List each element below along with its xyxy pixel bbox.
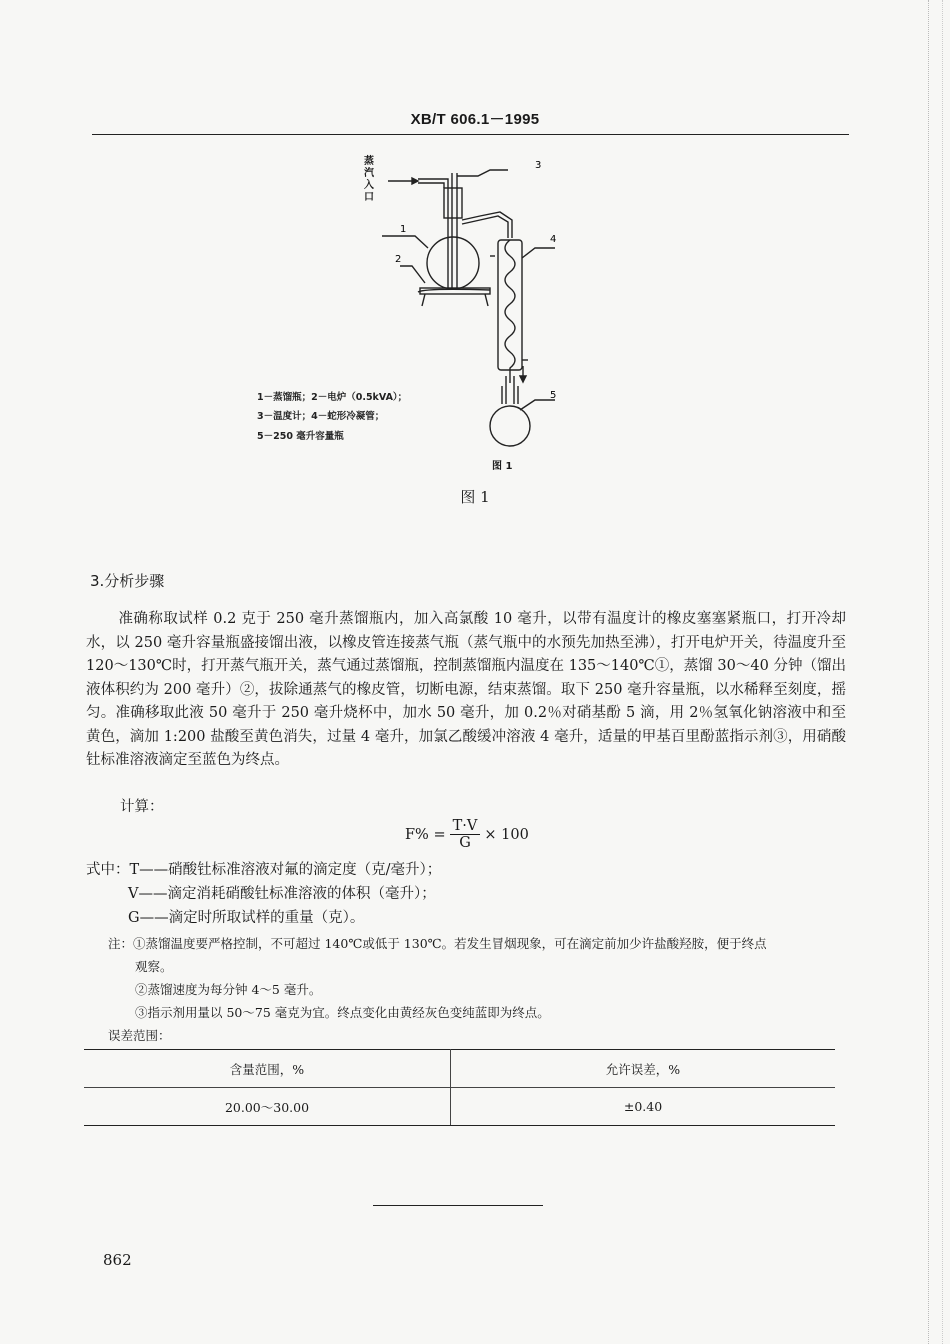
formula [405,818,529,851]
formula-numerator: T·V [450,818,481,835]
figure-label-5: 5 [550,390,557,401]
steam-inlet-label: 蒸汽入口 [364,156,374,203]
scan-edge [942,0,944,1344]
figure-legend-line: 3－温度计；4－蛇形冷凝管； [257,411,385,422]
figure-label-4: 4 [550,234,557,245]
figure-label-1: 1 [400,224,407,235]
standard-code-header: XB/T 606.1－1995 [410,111,540,128]
note-line: 注：①蒸馏温度要严格控制，不可超过 140℃或低于 130℃。若发生冒烟现象，可在滴定前加少许盐酸羟胺，便于终点 [108,936,767,951]
page-number: 862 [103,1251,132,1269]
formula-rhs: × 100 [484,826,529,843]
table-row [84,1088,835,1126]
table-header-row [84,1050,835,1088]
note-line: 观察。 [135,959,173,974]
section-title: 3.分析步骤 [90,572,165,590]
figure-inner-caption: 图 1 [492,461,513,472]
figure-legend-line: 1－蒸馏瓶；2－电炉（0.5kVA）； [257,392,408,403]
table-cell: ±0.40 [451,1088,836,1126]
formula-fraction [450,818,481,851]
figure-legend-line: 5－250 毫升容量瓶 [257,431,344,442]
scan-edge [928,0,930,1344]
formula-lhs: F% = [405,826,446,843]
variable-definition: V——滴定消耗硝酸钍标准溶液的体积（毫升）； [128,886,436,902]
calc-label: 计算： [120,799,164,815]
figure-caption: 图 1 [460,488,490,506]
procedure-text: 准确称取试样 0.2 克于 250 毫升蒸馏瓶内，加入高氯酸 10 毫升，以带有温度计的橡皮塞塞紧瓶口，打开冷却水，以 250 毫升容量瓶盛接馏出液，以橡皮管连接蒸气瓶（蒸气瓶中的水预先加热至沸），打开电炉开关，待温度升至 120～130℃时，打开蒸气瓶开关，蒸气通过蒸馏瓶，控制蒸馏瓶内温度在 135～140℃①，蒸馏 30～40 分钟（馏出液体积约为 200 毫升）②，拔除通蒸气的橡皮管，切断电源，结束蒸馏。取下 250 毫升容量瓶，以水稀释至刻度，摇匀。准确移取此液 50 毫升于 250 毫升烧杯中，加水 50 毫升，加 0.2％对硝基酚 5 滴，用 2％氢氧化钠溶液中和至黄色，滴加 1:200 盐酸至黄色消失，过量 4 毫升，加氯乙酸缓冲溶液 4 毫升，适量的甲基百里酚蓝指示剂③，用硝酸钍标准溶液滴定至蓝色为终点。 [86,611,846,768]
header-rule [92,134,849,135]
figure-label-2: 2 [395,254,402,265]
variable-definition: G——滴定时所取试样的重量（克）。 [128,910,365,926]
error-range-label: 误差范围： [108,1028,171,1043]
procedure-paragraph [86,608,846,773]
variable-definition: 式中：T——硝酸钍标准溶液对氟的滴定度（克/毫升）； [86,862,442,878]
table-cell: 20.00～30.00 [84,1088,451,1126]
table-header-cell: 含量范围，% [84,1050,451,1088]
table-header-cell: 允许误差，% [451,1050,836,1088]
figure-label-3: 3 [535,160,542,171]
end-rule [373,1205,543,1206]
error-range-table [84,1049,835,1126]
formula-denominator: G [459,835,471,851]
note-line: ③指示剂用量以 50～75 毫克为宜。终点变化由黄经灰色变纯蓝即为终点。 [135,1005,550,1020]
note-line: ②蒸馏速度为每分钟 4～5 毫升。 [135,982,322,997]
